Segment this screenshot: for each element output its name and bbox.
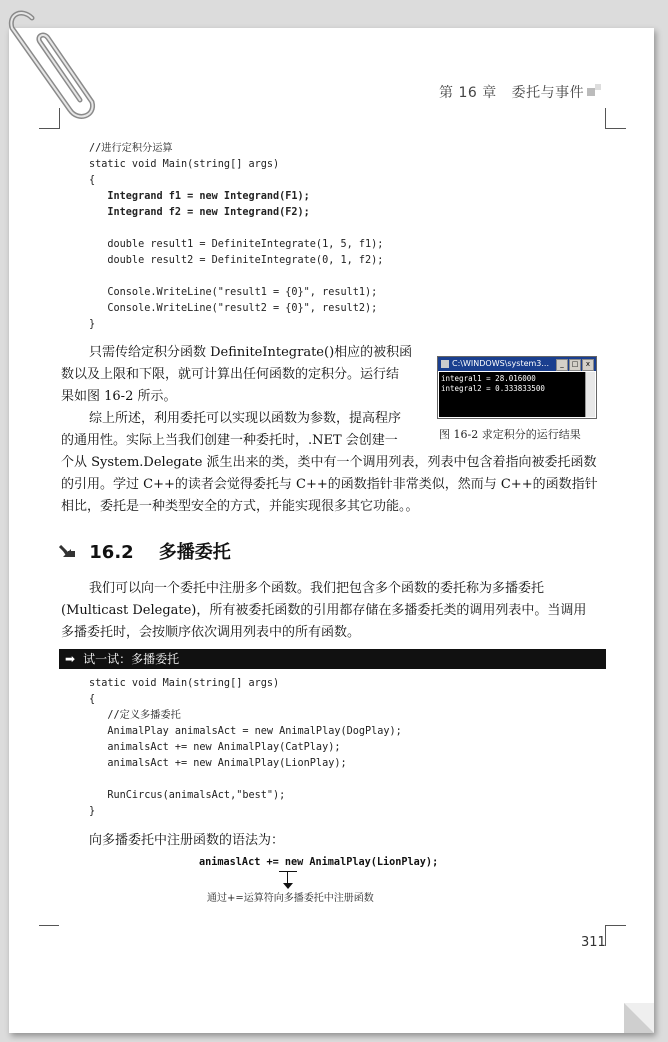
close-icon: x <box>582 359 594 371</box>
console-title-bar <box>438 357 596 371</box>
code-line <box>89 772 402 788</box>
console-line: integral1 = 28.016000 <box>441 374 536 383</box>
maximize-icon: □ <box>569 359 581 371</box>
code-line: { <box>89 694 96 705</box>
text-line: 只需传给定积分函数 DefiniteIntegrate()相应的被积函 <box>89 345 413 360</box>
paragraph-syntax-intro: 向多播委托中注册函数的语法为： <box>89 833 285 848</box>
text-line: 果如图 16-2 所示。 <box>61 389 177 404</box>
figure-caption: 图 16-2 求定积分的运行结果 <box>439 428 581 441</box>
crop-mark-bottom-right <box>605 925 626 946</box>
code-line <box>89 221 383 237</box>
crop-mark-bottom-left <box>39 925 59 946</box>
code-line <box>89 269 383 285</box>
text-line: (Multicast Delegate)，所有被委托函数的引用都存储在多播委托类的调用列表中。当调用 <box>61 603 587 618</box>
paperclip-icon <box>0 0 120 130</box>
code-line: //定义多播委托 <box>89 710 181 721</box>
header-decoration-icon <box>587 84 603 100</box>
code-line: } <box>89 319 96 330</box>
code-block-multicast <box>89 676 402 820</box>
code-line: double result1 = DefiniteIntegrate(1, 5, f1); <box>89 239 384 250</box>
code-line: animalsAct += new AnimalPlay(CatPlay); <box>89 742 341 753</box>
code-line: static void Main(string[] args) <box>89 678 280 689</box>
try-it-banner <box>59 649 606 669</box>
code-line: animalsAct += new AnimalPlay(LionPlay); <box>89 758 347 769</box>
text-line: 数以及上限和下限，就可计算出任何函数的定积分。运行结 <box>61 367 400 382</box>
code-line: } <box>89 806 96 817</box>
page-curl <box>624 1003 654 1033</box>
book-page <box>9 28 654 1033</box>
code-line: AnimalPlay animalsAct = new AnimalPlay(DogPlay); <box>89 726 402 737</box>
syntax-annotation: 通过+=运算符向多播委托中注册函数 <box>207 893 374 904</box>
text-line: 的引用。学过 C++的读者会觉得委托与 C++的函数指针非常类似，然而与 C++的函数指针 <box>61 477 598 492</box>
code-block-integrate <box>89 141 383 333</box>
text-line: 我们可以向一个委托中注册多个函数。我们把包含多个函数的委托称为多播委托 <box>89 581 545 596</box>
code-line: RunCircus(animalsAct,"best"); <box>89 790 286 801</box>
running-header <box>439 82 584 102</box>
minimize-icon: _ <box>556 359 568 371</box>
code-line: double result2 = DefiniteIntegrate(0, 1, f2); <box>89 255 384 266</box>
text-line: 的通用性。实际上当我们创建一种委托时，.NET 会创建一 <box>61 433 398 448</box>
code-line: Integrand f1 = new Integrand(F1); <box>89 191 310 202</box>
try-it-label: 试一试：多播委托 <box>83 652 180 666</box>
section-title: 多播委托 <box>158 542 231 563</box>
text-line: 综上所述，利用委托可以实现以函数为参数，提高程序 <box>89 411 402 426</box>
console-line: integral2 = 0.333833500 <box>441 384 545 393</box>
code-line: static void Main(string[] args) <box>89 159 280 170</box>
arrow-right-icon: ➡ <box>65 652 76 666</box>
section-number: 16.2 <box>89 542 134 563</box>
crop-mark-top-right <box>605 108 626 129</box>
text-line: 多播委托时，会按顺序依次调用列表中的所有函数。 <box>61 625 361 640</box>
console-scrollbar <box>585 372 595 417</box>
page-number: 311 <box>581 935 606 950</box>
section-heading <box>59 538 231 564</box>
section-arrow-icon <box>59 545 77 559</box>
chapter-number: 第 16 章 <box>439 85 497 101</box>
syntax-example: animaslAct += new AnimalPlay(LionPlay); <box>199 857 439 868</box>
text-line: 相比，委托是一种类型安全的方式，并能实现很多其它功能。。 <box>61 499 419 514</box>
syntax-pointer-bar <box>279 871 297 872</box>
code-line: Console.WriteLine("result1 = {0}", result1); <box>89 287 378 298</box>
code-line: //进行定积分运算 <box>89 143 173 154</box>
code-line: { <box>89 175 96 186</box>
text-line: 个从 System.Delegate 派生出来的类，类中有一个调用列表，列表中包含着指向被委托函数 <box>61 455 597 470</box>
code-line: Console.WriteLine("result2 = {0}", result2); <box>89 303 378 314</box>
console-app-icon <box>441 360 449 368</box>
console-title: C:\WINDOWS\system3... <box>452 359 550 368</box>
console-window-screenshot <box>437 356 597 419</box>
console-output <box>439 372 585 417</box>
chapter-title: 委托与事件 <box>511 85 585 101</box>
code-line: Integrand f2 = new Integrand(F2); <box>89 207 310 218</box>
